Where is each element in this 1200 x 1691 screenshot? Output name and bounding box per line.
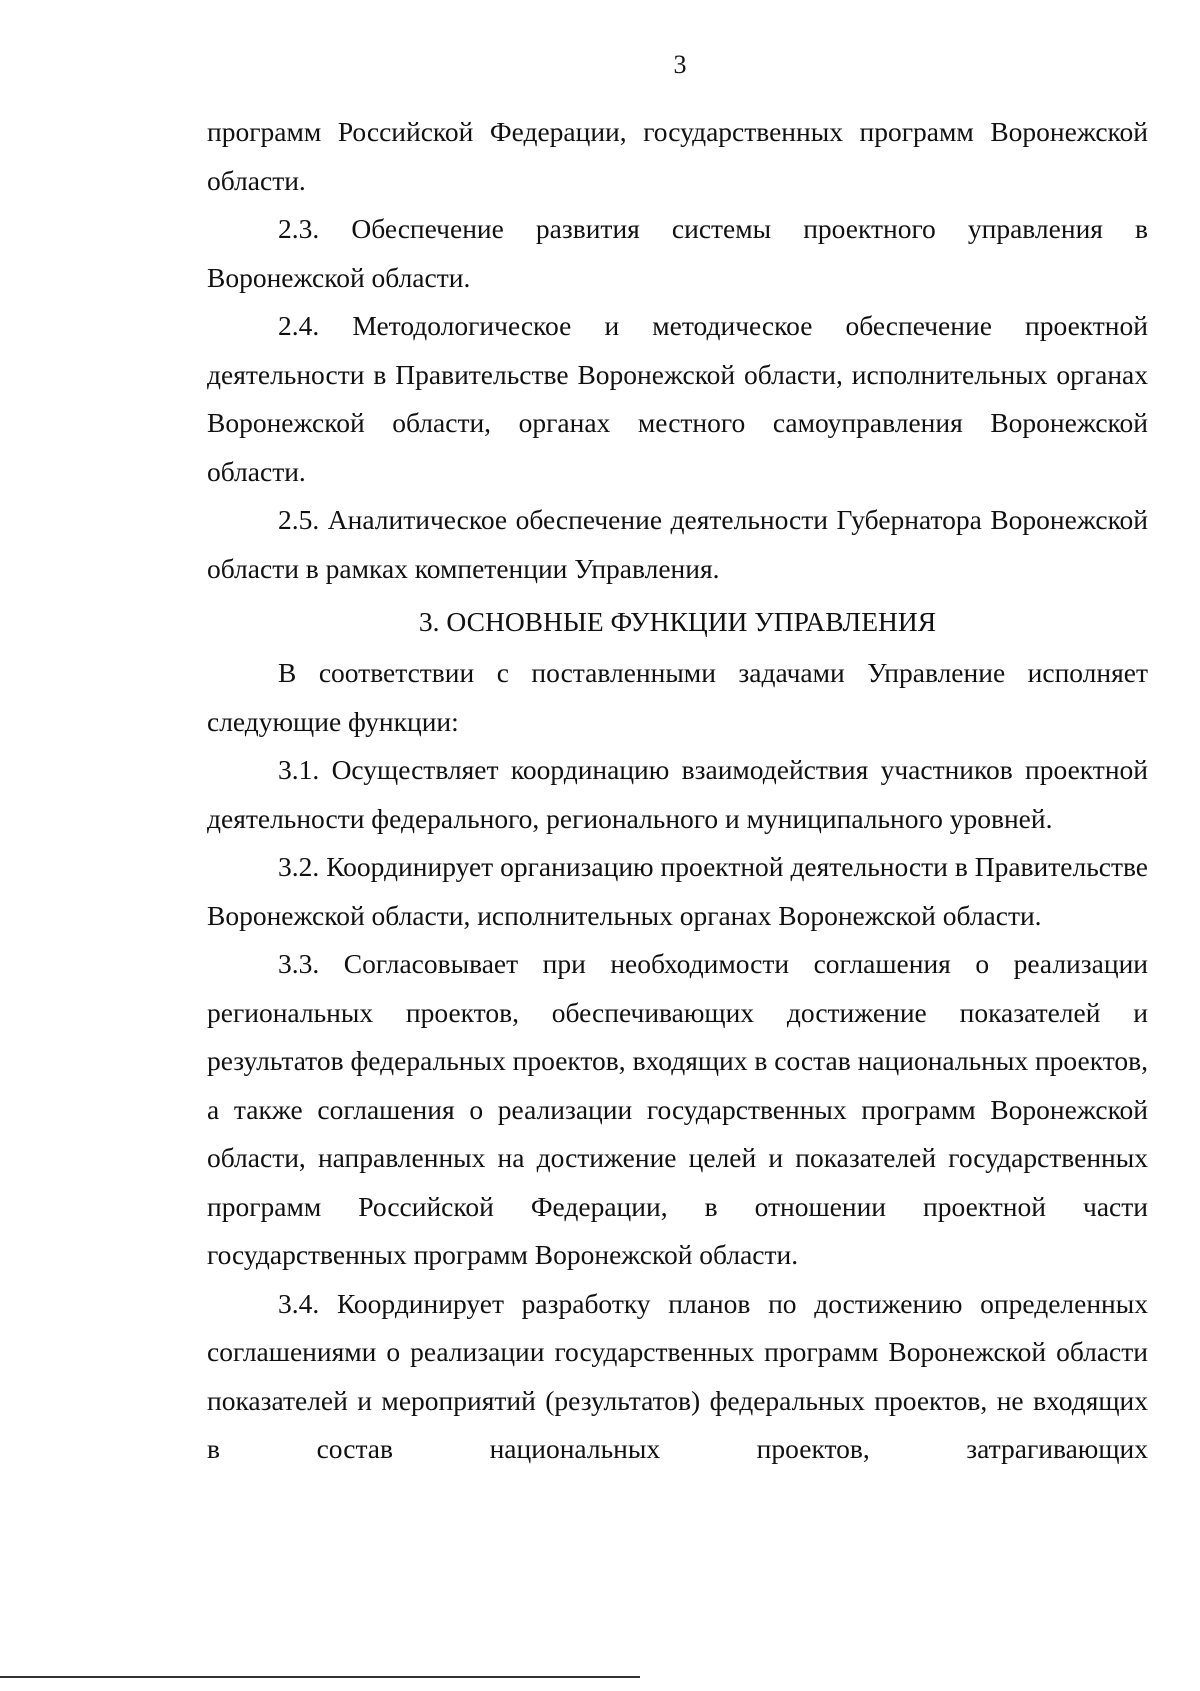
paragraph-3-4: 3.4. Координирует разработку планов по достижению определенных соглашениями о реализации государственных программ Воронежской области показателей и мероприятий (результатов) федеральных проектов, не входящих в состав национальных проектов, затрагивающих (207, 1287, 1148, 1464)
paragraph-intro: В соответствии с поставленными задачами Управление исполняет следующие функции: (207, 657, 1148, 737)
page-number: 3 (673, 50, 687, 79)
paragraph-continuation: программ Российской Федерации, государственных программ Воронежской области. (207, 116, 1148, 196)
paragraph-2-4: 2.4. Методологическое и методическое обеспечение проектной деятельности в Правительстве Воронежской области, исполнительных органах Воронежской области, органах местного самоуправления Воронежской области. (207, 310, 1148, 487)
section-heading: 3. ОСНОВНЫЕ ФУНКЦИИ УПРАВЛЕНИЯ (418, 606, 937, 637)
paragraph-2-5: 2.5. Аналитическое обеспечение деятельности Губернатора Воронежской области в рамках компетенции Управления. (207, 504, 1148, 584)
footer-rule (0, 1676, 640, 1678)
paragraph-2-3: 2.3. Обеспечение развития системы проектного управления в Воронежской области. (207, 213, 1148, 293)
paragraph-3-3: 3.3. Согласовывает при необходимости соглашения о реализации региональных проектов, обеспечивающих достижение показателей и результатов федеральных проектов, входящих в состав национальных проектов, а также соглашения о реализации государственных программ Воронежской области, направленных на достижение целей и показателей государственных программ Российской Федерации, в отношении проектной части государственных программ Воронежской области. (207, 948, 1148, 1270)
paragraph-3-1: 3.1. Осуществляет координацию взаимодействия участников проектной деятельности федерального, регионального и муниципального уровней. (207, 754, 1148, 834)
document-body (207, 108, 1148, 1474)
paragraph-3-2: 3.2. Координирует организацию проектной деятельности в Правительстве Воронежской области, исполнительных органах Воронежской области. (207, 851, 1148, 931)
